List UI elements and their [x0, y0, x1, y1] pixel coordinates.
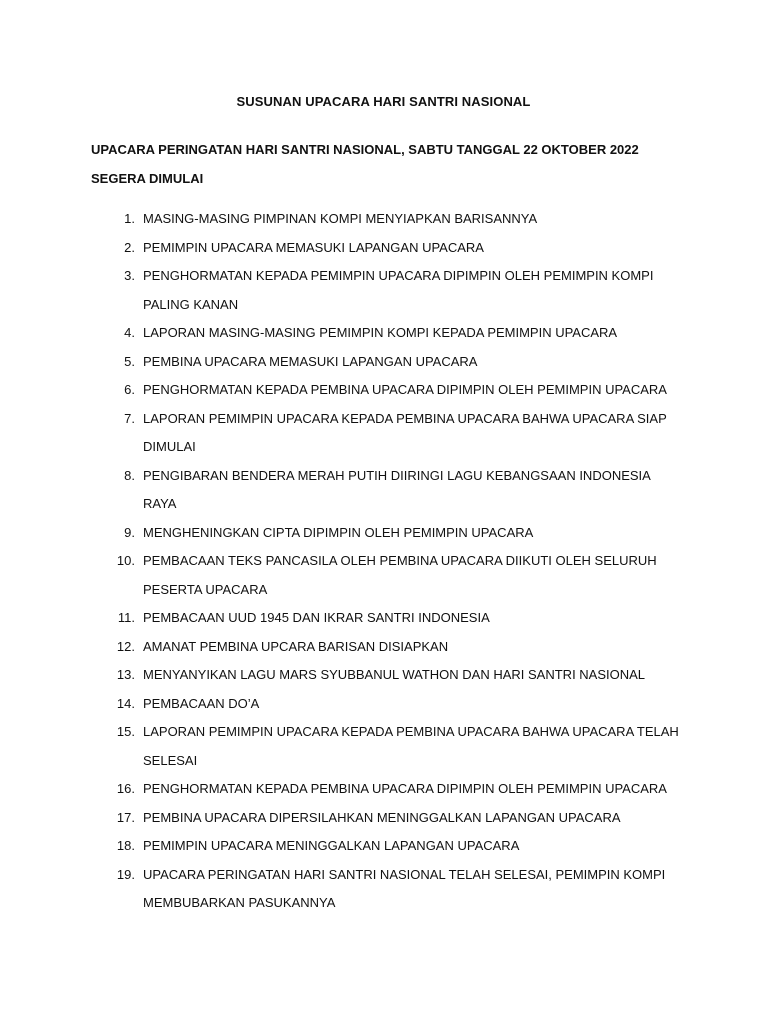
list-item-text: PEMBINA UPACARA DIPERSILAHKAN MENINGGALKAN LAPANGAN UPACARA [143, 809, 621, 825]
list-item-gap [135, 633, 143, 662]
list-item [91, 832, 688, 861]
list-item [91, 519, 688, 548]
list-item-number: 16. [116, 781, 135, 796]
list-item-number: 12. [116, 638, 135, 654]
list-item-gap [135, 775, 143, 804]
list-item-number: 5. [124, 353, 135, 369]
list-item-gap [135, 661, 143, 690]
list-item-text: PEMIMPIN UPACARA MEMASUKI LAPANGAN UPACARA [143, 239, 484, 255]
list-item-number: 10. [116, 553, 135, 568]
list-item-number: 3. [124, 268, 135, 283]
list-item-text: PENGHORMATAN KEPADA PEMBINA UPACARA DIPIMPIN OLEH PEMIMPIN UPACARA [143, 781, 667, 796]
list-item-gap [135, 319, 143, 348]
document-intro: UPACARA PERINGATAN HARI SANTRI NASIONAL, SABTU TANGGAL 22 OKTOBER 2022 SEGERA DIMULAI [91, 142, 639, 186]
list-item-gap [135, 861, 143, 918]
list-item-gap [135, 462, 143, 519]
list-item-number: 19. [116, 866, 135, 882]
list-item-number: 4. [124, 325, 135, 340]
list-item-number: 2. [124, 239, 135, 255]
list-item [91, 633, 688, 662]
list-item-gap [135, 376, 143, 405]
list-item-gap [135, 205, 143, 234]
list-item-text: MENYANYIKAN LAGU MARS SYUBBANUL WATHON DAN HARI SANTRI NASIONAL [143, 667, 646, 682]
list-item-text: PEMIMPIN UPACARA MENINGGALKAN LAPANGAN UPACARA [143, 838, 520, 853]
list-item-text: PEMBACAAN TEKS PANCASILA OLEH PEMBINA UPACARA DIIKUTI OLEH SELURUH PESERTA UPACARA [143, 553, 657, 597]
list-item [91, 804, 688, 833]
list-item [91, 604, 688, 633]
list-item-gap [135, 262, 143, 319]
list-item-text: PEMBINA UPACARA MEMASUKI LAPANGAN UPACARA [143, 353, 478, 369]
list-item-number: 1. [124, 211, 135, 226]
list-item-number: 18. [116, 838, 135, 853]
list-item-number: 7. [124, 410, 135, 426]
list-item-gap [135, 547, 143, 604]
list-item-number: 11. [117, 610, 135, 625]
list-item-number: 9. [124, 524, 135, 540]
list-item [91, 319, 688, 348]
list-item-gap [135, 718, 143, 775]
list-item-gap [135, 405, 143, 462]
list-item-text: AMANAT PEMBINA UPCARA BARISAN DISIAPKAN [143, 638, 449, 654]
list-item-text: PEMBACAAN DO’A [143, 695, 260, 711]
list-item-text: MENGHENINGKAN CIPTA DIPIMPIN OLEH PEMIMPIN UPACARA [143, 524, 534, 540]
list-item [91, 234, 688, 263]
list-item [91, 690, 688, 719]
list-item [91, 861, 688, 918]
list-item [91, 462, 688, 519]
list-item-text: PENGHORMATAN KEPADA PEMIMPIN UPACARA DIPIMPIN OLEH PEMIMPIN KOMPI PALING KANAN [143, 268, 654, 312]
list-item-gap [135, 519, 143, 548]
list-item [91, 405, 688, 462]
list-item-gap [135, 604, 143, 633]
list-item [91, 205, 688, 234]
list-item-text: LAPORAN PEMIMPIN UPACARA KEPADA PEMBINA UPACARA BAHWA UPACARA TELAH SELESAI [143, 724, 679, 768]
list-item-number: 8. [124, 467, 135, 483]
list-item [91, 348, 688, 377]
list-item-number: 17. [116, 809, 135, 825]
list-item-number: 13. [116, 667, 135, 682]
list-item-number: 14. [116, 695, 135, 711]
list-item [91, 376, 688, 405]
list-item-text: PENGIBARAN BENDERA MERAH PUTIH DIIRINGI LAGU KEBANGSAAN INDONESIA RAYA [143, 467, 651, 511]
list-item-gap [135, 690, 143, 719]
list-item [91, 661, 688, 690]
list-item [91, 262, 688, 319]
list-item-number: 15. [116, 724, 135, 739]
document-title: SUSUNAN UPACARA HARI SANTRI NASIONAL [236, 94, 531, 109]
list-item [91, 775, 688, 804]
list-item-text: MASING-MASING PIMPINAN KOMPI MENYIAPKAN BARISANNYA [143, 211, 538, 226]
list-item-gap [135, 234, 143, 263]
list-item-text: UPACARA PERINGATAN HARI SANTRI NASIONAL TELAH SELESAI, PEMIMPIN KOMPI MEMBUBARKAN PASUKANNYA [143, 866, 666, 910]
list-item-text: PENGHORMATAN KEPADA PEMBINA UPACARA DIPIMPIN OLEH PEMIMPIN UPACARA [143, 382, 667, 397]
list-item-text: PEMBACAAN UUD 1945 DAN IKRAR SANTRI INDONESIA [143, 610, 490, 625]
list-item-text: LAPORAN MASING-MASING PEMIMPIN KOMPI KEPADA PEMIMPIN UPACARA [143, 325, 618, 340]
list-item-gap [135, 804, 143, 833]
list-item-gap [135, 348, 143, 377]
list-item-number: 6. [124, 382, 135, 397]
list-item-gap [135, 832, 143, 861]
ceremony-steps-list [91, 205, 688, 918]
list-item-text: LAPORAN PEMIMPIN UPACARA KEPADA PEMBINA UPACARA BAHWA UPACARA SIAP DIMULAI [143, 410, 667, 454]
list-item [91, 547, 688, 604]
list-item [91, 718, 688, 775]
